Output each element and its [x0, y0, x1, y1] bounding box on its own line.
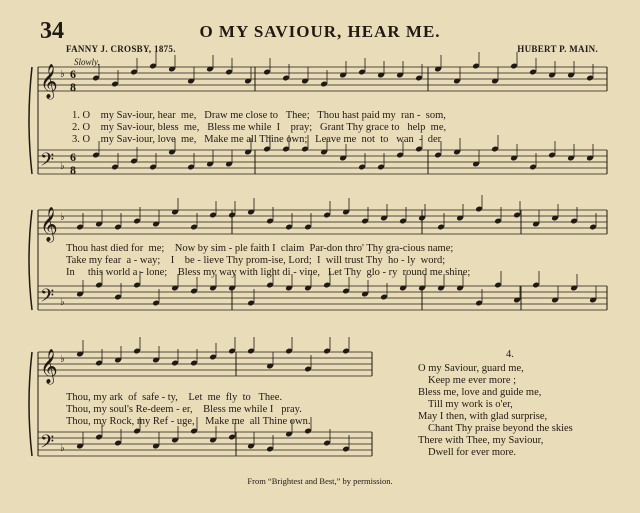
- verse-number: 4.: [506, 349, 514, 360]
- system-brace: [29, 67, 32, 174]
- lyric-line: Thou, my Rock, my Ref - uge, Make me all Thine own.: [66, 416, 311, 427]
- time-signature: 6: [70, 150, 76, 164]
- verse-line: There with Thee, my Saviour,: [418, 435, 544, 446]
- key-signature-flat: ♭: [60, 297, 65, 308]
- key-signature-flat: ♭: [60, 354, 65, 365]
- treble-clef: 𝄞: [40, 349, 58, 384]
- lyric-line: 2. O my Sav-iour, bless me, Bless me while I pray; Grant Thy grace to help me,: [72, 122, 447, 133]
- verse-line: Till my work is o'er,: [428, 399, 513, 410]
- treble-clef: 𝄞: [40, 64, 58, 99]
- composer-credit: HUBERT P. MAIN.: [517, 44, 598, 54]
- key-signature-flat: ♭: [60, 212, 65, 223]
- treble-clef: 𝄞: [40, 207, 58, 242]
- hymn-title: O MY SAVIOUR, HEAR ME.: [199, 22, 441, 41]
- lyric-line: Thou, my soul's Re-deem - er, Bless me while I pray.: [66, 404, 302, 415]
- verse-line: Chant Thy praise beyond the skies: [428, 423, 573, 434]
- lyric-line: 3. O my Sav-iour, love me, Make me all Thine own; Leave me not to wan - der: [72, 134, 442, 145]
- system-brace: [29, 352, 32, 456]
- lyric-line: Thou, my ark of safe - ty, Let me fly to Thee.: [66, 392, 283, 403]
- lyric-line: 1. O my Sav-iour, hear me, Draw me close to Thee; Thou hast paid my ran - som,: [72, 110, 446, 121]
- key-signature-flat: ♭: [60, 69, 65, 80]
- poet-credit: FANNY J. CROSBY, 1875.: [66, 44, 176, 54]
- verse-line: O my Saviour, guard me,: [418, 363, 524, 374]
- key-signature-flat: ♭: [60, 443, 65, 454]
- time-signature: 8: [70, 163, 76, 177]
- verse-line: May I then, with glad surprise,: [418, 411, 548, 422]
- verse-line: Bless me, love and guide me,: [418, 387, 542, 398]
- bass-clef: 𝄢: [40, 432, 55, 457]
- permission-footer: From “Brightest and Best,” by permission.: [247, 476, 393, 486]
- time-signature: 8: [70, 80, 76, 94]
- key-signature-flat: ♭: [60, 161, 65, 172]
- verse-line: Dwell for ever more.: [428, 447, 517, 458]
- system-brace: [29, 210, 32, 310]
- bass-clef: 𝄢: [40, 150, 55, 175]
- tempo-marking: Slowly.: [74, 57, 100, 67]
- bass-clef: 𝄢: [40, 286, 55, 311]
- verse-line: Keep me ever more ;: [428, 375, 517, 386]
- time-signature: 6: [70, 67, 76, 81]
- lyric-line: Thou hast died for me; Now by sim - ple faith I claim Par-don thro' Thy gra-cious name;: [66, 243, 454, 254]
- lyric-line: Take my fear a - way; I be - lieve Thy prom-ise, Lord; I will trust Thy ho - ly word;: [66, 255, 446, 266]
- page-number: 34: [40, 18, 64, 44]
- lyric-line: In this world a - lone; Bless my way with light di - vine, Let Thy glo - ry round me shine;: [66, 267, 471, 278]
